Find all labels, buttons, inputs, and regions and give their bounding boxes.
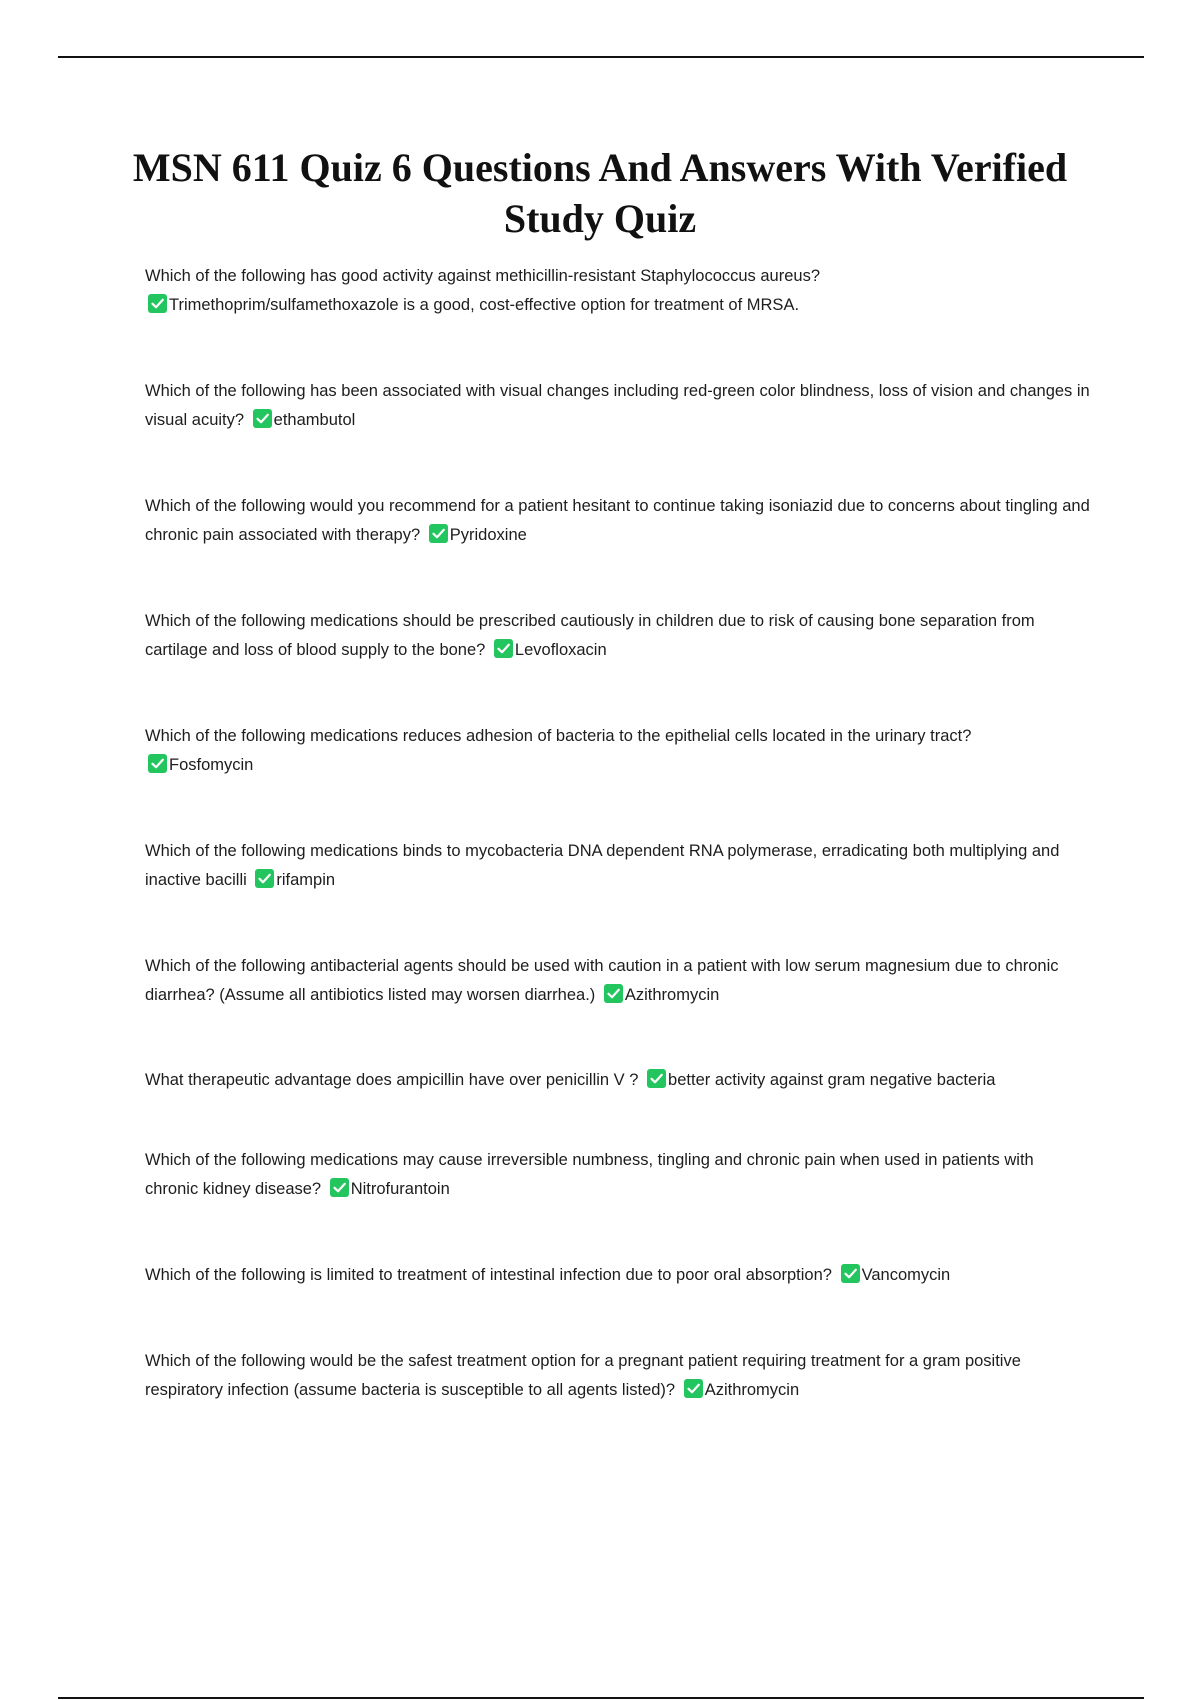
question-text: Which of the following medications may cause irreversible numbness, tingling and chronic pain when used in patients with chronic kidney disease? [145, 1151, 1034, 1198]
check-icon [429, 524, 448, 543]
question-text: Which of the following has been associated with visual changes including red-green color blindness, loss of vision and changes in visual acuity? [145, 382, 1090, 429]
bottom-divider [58, 1697, 1144, 1699]
document-title: MSN 611 Quiz 6 Questions And Answers With Verified Study Quiz [132, 145, 1068, 241]
answer-text: Trimethoprim/sulfamethoxazole is a good, cost-effective option for treatment of MRSA. [169, 296, 800, 314]
answer-text: Nitrofurantoin [350, 1180, 450, 1198]
qa-item [145, 837, 1090, 895]
question-text: Which of the following would be the safest treatment option for a pregnant patient requiring treatment for a gram positive respiratory infection (assume bacteria is susceptible to all agents listed)? [145, 1352, 1021, 1399]
question-text: Which of the following medications should be prescribed cautiously in children due to risk of causing bone separation from cartilage and loss of blood supply to the bone? [145, 612, 1035, 659]
top-divider [58, 56, 1144, 58]
check-icon [148, 754, 167, 773]
question-text: Which of the following medications binds to mycobacteria DNA dependent RNA polymerase, erradicating both multiplying and inactive bacilli [145, 842, 1060, 889]
check-icon [684, 1379, 703, 1398]
check-icon [253, 409, 272, 428]
question-text: What therapeutic advantage does ampicillin have over penicillin V ? [145, 1071, 639, 1089]
check-icon [604, 984, 623, 1003]
qa-item [145, 262, 1090, 320]
qa-item [145, 722, 1090, 780]
qa-item [145, 1261, 1090, 1290]
answer-text: Pyridoxine [449, 526, 527, 544]
answer-text: Azithromycin [624, 986, 720, 1004]
qa-item [145, 952, 1090, 1010]
check-icon [494, 639, 513, 658]
qa-item [145, 492, 1090, 550]
check-icon [148, 294, 167, 313]
check-icon [841, 1264, 860, 1283]
check-icon [255, 869, 274, 888]
answer-text: Azithromycin [704, 1381, 800, 1399]
qa-item [145, 1146, 1090, 1204]
qa-item [145, 1067, 1090, 1093]
qa-item [145, 377, 1090, 435]
question-text: Which of the following has good activity against methicillin-resistant Staphylococcus aureus? [145, 267, 821, 285]
question-text: Which of the following would you recommend for a patient hesitant to continue taking isoniazid due to concerns about tingling and chronic pain associated with therapy? [145, 497, 1090, 544]
question-text: Which of the following antibacterial agents should be used with caution in a patient with low serum magnesium due to chronic diarrhea? (Assume all antibiotics listed may worsen diarrhea.) [145, 957, 1059, 1004]
answer-text: Levofloxacin [514, 641, 607, 659]
check-icon [647, 1069, 666, 1088]
question-text: Which of the following medications reduces adhesion of bacteria to the epithelial cells located in the urinary tract? [145, 727, 972, 745]
answer-text: Fosfomycin [169, 756, 254, 774]
qa-item [145, 607, 1090, 665]
answer-text: ethambutol [273, 411, 356, 429]
check-icon [330, 1178, 349, 1197]
qa-item [145, 1347, 1090, 1405]
answer-text: Vancomycin [861, 1266, 951, 1284]
answer-text: better activity against gram negative bacteria [668, 1071, 996, 1089]
qa-list [145, 262, 1090, 1405]
question-text: Which of the following is limited to treatment of intestinal infection due to poor oral absorption? [145, 1266, 832, 1284]
answer-text: rifampin [276, 871, 336, 889]
